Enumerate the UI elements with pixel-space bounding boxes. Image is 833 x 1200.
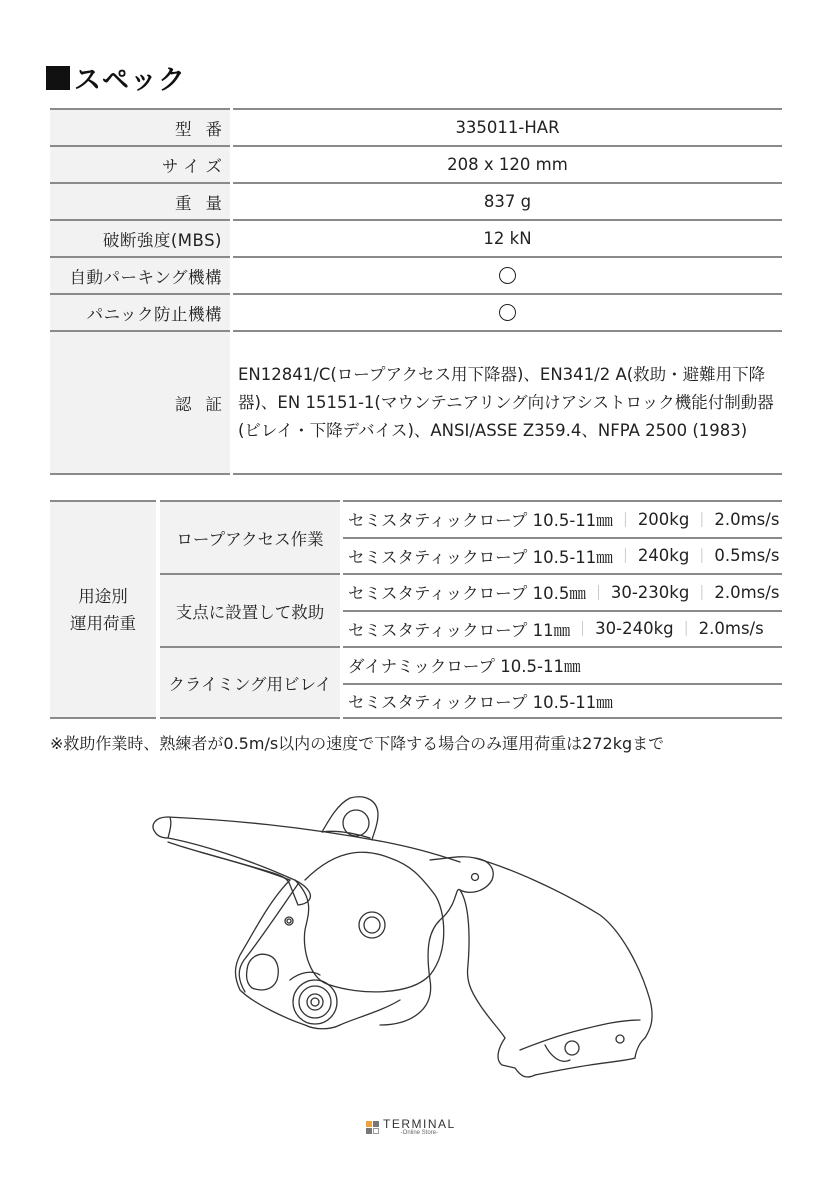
- section-heading: [46, 58, 186, 97]
- spec-value: [233, 256, 782, 293]
- load-group: [160, 573, 782, 646]
- load-row: セミスタティックロープ 11㎜ ｜ 30-240kg ｜ 2.0ms/s: [343, 610, 782, 647]
- load-row: セミスタティックロープ 10.5-11㎜ ｜ 200kg ｜ 2.0ms/s: [343, 500, 782, 537]
- load-table-header: 用途別 運用荷重: [50, 500, 156, 719]
- footnote: ※救助作業時、熟練者が0.5m/s以内の速度で下降する場合のみ運用荷重は272kgまで: [50, 734, 665, 753]
- spec-table: [50, 108, 782, 475]
- load-row: セミスタティックロープ 10.5-11㎜: [343, 683, 782, 720]
- spec-label: 自動パーキング機構: [50, 256, 230, 293]
- load-row: セミスタティックロープ 10.5-11㎜ ｜ 240kg ｜ 0.5ms/s: [343, 537, 782, 574]
- section-title: スペック: [74, 65, 186, 96]
- spec-value: 837 g: [233, 182, 782, 219]
- circle-check-icon: [499, 304, 516, 321]
- spec-row-weight: [50, 182, 782, 219]
- spec-row-certification: [50, 330, 782, 473]
- logo-subtitle: -Online Store-: [400, 1130, 439, 1136]
- spec-label: 認証: [50, 330, 230, 473]
- use-label: 支点に設置して救助: [160, 573, 340, 646]
- use-label: クライミング用ビレイ: [160, 646, 340, 719]
- spec-label: 型番: [50, 108, 230, 145]
- spec-row-model: [50, 108, 782, 145]
- logo-squares-icon: [366, 1121, 380, 1135]
- descender-device-illustration: [140, 780, 690, 1100]
- spec-row-size: [50, 145, 782, 182]
- store-logo: [366, 1118, 456, 1137]
- spec-label: 重量: [50, 182, 230, 219]
- load-group: [160, 500, 782, 573]
- circle-check-icon: [499, 267, 516, 284]
- spec-label: サイズ: [50, 145, 230, 182]
- spec-label: パニック防止機構: [50, 293, 230, 330]
- load-table: [50, 500, 782, 719]
- use-label: ロープアクセス作業: [160, 500, 340, 573]
- spec-value: EN12841/C(ロープアクセス用下降器)、EN341/2 A(救助・避難用下降器)、EN 15151-1(マウンテニアリング向けアシストロック機能付制動器(ビレイ・下降デバイス)、ANSI/ASSE Z359.4、NFPA 2500 (1983): [233, 330, 782, 473]
- spec-value: [233, 293, 782, 330]
- load-group: [160, 646, 782, 719]
- logo-name: TERMINAL: [383, 1117, 456, 1131]
- square-bullet-icon: [46, 66, 70, 90]
- spec-value: 12 kN: [233, 219, 782, 256]
- spec-row-auto-parking: [50, 256, 782, 293]
- spec-value: 335011-HAR: [233, 108, 782, 145]
- spec-row-anti-panic: [50, 293, 782, 330]
- load-row: セミスタティックロープ 10.5㎜ ｜ 30-230kg ｜ 2.0ms/s: [343, 573, 782, 610]
- spec-label: 破断強度(MBS): [50, 219, 230, 256]
- load-row: ダイナミックロープ 10.5-11㎜: [343, 646, 782, 683]
- spec-row-mbs: [50, 219, 782, 256]
- spec-value: 208 x 120 mm: [233, 145, 782, 182]
